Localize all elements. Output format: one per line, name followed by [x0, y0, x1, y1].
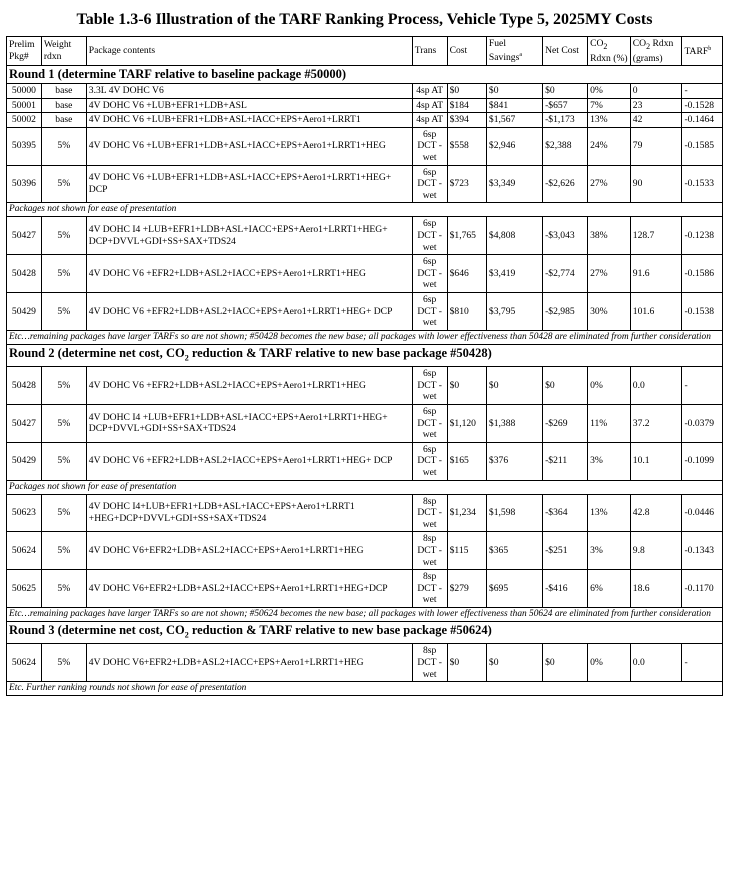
cell-fuel-savings: $0 — [486, 367, 542, 405]
table-row — [7, 127, 723, 165]
cell-pkg: 50624 — [7, 532, 42, 570]
cell-cost: $279 — [447, 570, 486, 608]
header-weight: Weight rdxn — [41, 37, 86, 66]
round-heading-row — [7, 66, 723, 84]
cell-net-cost: -$416 — [543, 570, 588, 608]
cell-net-cost: -$2,626 — [543, 165, 588, 203]
cell-fuel-savings: $0 — [486, 84, 542, 99]
cell-co2-grams: 0.0 — [630, 644, 682, 682]
cell-weight: 5% — [41, 442, 86, 480]
header-pkg: Prelim Pkg# — [7, 37, 42, 66]
cell-fuel-savings: $3,349 — [486, 165, 542, 203]
cell-co2-pct: 11% — [588, 405, 631, 443]
cell-tarf: -0.1099 — [682, 442, 723, 480]
cell-pkg: 50428 — [7, 367, 42, 405]
cell-pkg: 50396 — [7, 165, 42, 203]
cell-contents: 4V DOHC V6+EFR2+LDB+ASL2+IACC+EPS+Aero1+LRRT1+HEG — [86, 532, 412, 570]
header-tarf: TARF$^b$ — [682, 37, 723, 66]
cell-net-cost: $2,388 — [543, 127, 588, 165]
cell-fuel-savings: $1,567 — [486, 113, 542, 128]
cell-co2-pct: 0% — [588, 367, 631, 405]
cell-trans: 6sp DCT -wet — [412, 293, 447, 331]
cell-co2-pct: 27% — [588, 255, 631, 293]
cell-tarf: -0.1528 — [682, 98, 723, 113]
cell-trans: 6sp DCT -wet — [412, 127, 447, 165]
cell-trans: 6sp DCT -wet — [412, 217, 447, 255]
cell-contents: 4V DOHC V6 +EFR2+LDB+ASL2+IACC+EPS+Aero1+LRRT1+HEG+ DCP — [86, 293, 412, 331]
cell-fuel-savings: $1,598 — [486, 494, 542, 532]
cell-weight: 5% — [41, 255, 86, 293]
cell-weight: 5% — [41, 494, 86, 532]
table-row — [7, 293, 723, 331]
cell-co2-pct: 27% — [588, 165, 631, 203]
cell-cost: $165 — [447, 442, 486, 480]
header-co2-grams: $CO_2$ Rdxn (grams) — [630, 37, 682, 66]
cell-co2-grams: 10.1 — [630, 442, 682, 480]
cell-net-cost: -$2,985 — [543, 293, 588, 331]
cell-cost: $0 — [447, 84, 486, 99]
cell-trans: 6sp DCT -wet — [412, 405, 447, 443]
cell-cost: $810 — [447, 293, 486, 331]
round-heading: Round 2 (determine net cost, $CO_2$ reduction & TARF relative to new base package #50428) — [7, 344, 723, 367]
cell-fuel-savings: $1,388 — [486, 405, 542, 443]
header-row — [7, 37, 723, 66]
cell-pkg: 50625 — [7, 570, 42, 608]
cell-co2-pct: 24% — [588, 127, 631, 165]
cell-pkg: 50429 — [7, 293, 42, 331]
table-title: Table 1.3-6 Illustration of the TARF Ranking Process, Vehicle Type 5, 2025MY Costs — [76, 11, 653, 28]
cell-pkg: 50001 — [7, 98, 42, 113]
cell-co2-pct: 13% — [588, 494, 631, 532]
cell-tarf: -0.1343 — [682, 532, 723, 570]
cell-fuel-savings: $2,946 — [486, 127, 542, 165]
cell-contents: 4V DOHC V6 +LUB+EFR1+LDB+ASL+IACC+EPS+Aero1+LRRT1+HEG+ DCP — [86, 165, 412, 203]
cell-co2-grams: 42.8 — [630, 494, 682, 532]
cell-weight: base — [41, 113, 86, 128]
cell-co2-grams: 90 — [630, 165, 682, 203]
table-row — [7, 405, 723, 443]
cell-net-cost: -$3,043 — [543, 217, 588, 255]
table-row — [7, 442, 723, 480]
cell-trans: 6sp DCT -wet — [412, 165, 447, 203]
cell-contents: 4V DOHC V6 +EFR2+LDB+ASL2+IACC+EPS+Aero1+LRRT1+HEG+ DCP — [86, 442, 412, 480]
cell-co2-grams: 18.6 — [630, 570, 682, 608]
footer-note: Etc. Further ranking rounds not shown for ease of presentation — [7, 682, 723, 696]
cell-trans: 6sp DCT -wet — [412, 442, 447, 480]
cell-co2-pct: 3% — [588, 532, 631, 570]
header-net: Net Cost — [543, 37, 588, 66]
cell-co2-pct: 30% — [588, 293, 631, 331]
cell-co2-grams: 101.6 — [630, 293, 682, 331]
table-row — [7, 532, 723, 570]
table-row — [7, 494, 723, 532]
tarf-ranking-table — [6, 36, 723, 696]
table-row — [7, 98, 723, 113]
cell-cost: $115 — [447, 532, 486, 570]
cell-co2-pct: 38% — [588, 217, 631, 255]
cell-fuel-savings: $841 — [486, 98, 542, 113]
cell-tarf: - — [682, 367, 723, 405]
cell-co2-grams: 0 — [630, 84, 682, 99]
cell-tarf: - — [682, 644, 723, 682]
note-text: Packages not shown for ease of presentation — [7, 203, 723, 217]
cell-pkg: 50624 — [7, 644, 42, 682]
cell-cost: $558 — [447, 127, 486, 165]
cell-contents: 4V DOHC I4+LUB+EFR1+LDB+ASL+IACC+EPS+Aero1+LRRT1 +HEG+DCP+DVVL+GDI+SS+SAX+TDS24 — [86, 494, 412, 532]
footer-note: Etc…remaining packages have larger TARFs so are not shown; #50428 becomes the new base; all packages with lower effectiveness than 50428 are eliminated from further consideration — [7, 330, 723, 344]
cell-tarf: - — [682, 84, 723, 99]
cell-trans: 6sp DCT -wet — [412, 255, 447, 293]
cell-co2-pct: 3% — [588, 442, 631, 480]
cell-fuel-savings: $376 — [486, 442, 542, 480]
cell-co2-pct: 0% — [588, 644, 631, 682]
cell-trans: 6sp DCT -wet — [412, 367, 447, 405]
cell-contents: 4V DOHC V6 +LUB+EFR1+LDB+ASL+IACC+EPS+Aero1+LRRT1 — [86, 113, 412, 128]
header-co2-pct: $CO_2$ Rdxn (%) — [588, 37, 631, 66]
cell-co2-grams: 0.0 — [630, 367, 682, 405]
cell-cost: $646 — [447, 255, 486, 293]
cell-co2-grams: 42 — [630, 113, 682, 128]
cell-net-cost: $0 — [543, 644, 588, 682]
cell-net-cost: $0 — [543, 367, 588, 405]
cell-tarf: -0.1238 — [682, 217, 723, 255]
cell-contents: 4V DOHC V6 +LUB+EFR1+LDB+ASL+IACC+EPS+Aero1+LRRT1+HEG — [86, 127, 412, 165]
cell-weight: 5% — [41, 532, 86, 570]
cell-tarf: -0.0379 — [682, 405, 723, 443]
cell-trans: 8sp DCT -wet — [412, 494, 447, 532]
cell-co2-pct: 13% — [588, 113, 631, 128]
header-cost: Cost — [447, 37, 486, 66]
footer-note: Etc…remaining packages have larger TARFs so are not shown; #50624 becomes the new base; all packages with lower effectiveness than 50624 are eliminated from further consideration — [7, 607, 723, 621]
header-fuel: Fuel Savings$^a$ — [486, 37, 542, 66]
cell-net-cost: -$364 — [543, 494, 588, 532]
cell-cost: $1,120 — [447, 405, 486, 443]
cell-co2-grams: 23 — [630, 98, 682, 113]
cell-trans: 8sp DCT -wet — [412, 644, 447, 682]
cell-cost: $1,765 — [447, 217, 486, 255]
cell-trans: 8sp DCT -wet — [412, 532, 447, 570]
cell-cost: $0 — [447, 367, 486, 405]
cell-tarf: -0.1585 — [682, 127, 723, 165]
note-text: Packages not shown for ease of presentation — [7, 480, 723, 494]
cell-tarf: -0.1170 — [682, 570, 723, 608]
cell-trans: 4sp AT — [412, 113, 447, 128]
table-body — [7, 66, 723, 696]
cell-pkg: 50428 — [7, 255, 42, 293]
cell-pkg: 50429 — [7, 442, 42, 480]
cell-net-cost: -$269 — [543, 405, 588, 443]
table-row — [7, 217, 723, 255]
cell-net-cost: -$1,173 — [543, 113, 588, 128]
cell-trans: 8sp DCT -wet — [412, 570, 447, 608]
round-heading-row — [7, 621, 723, 644]
cell-contents: 4V DOHC V6+EFR2+LDB+ASL2+IACC+EPS+Aero1+LRRT1+HEG — [86, 644, 412, 682]
header-trans: Trans — [412, 37, 447, 66]
cell-net-cost: -$251 — [543, 532, 588, 570]
cell-pkg: 50002 — [7, 113, 42, 128]
cell-weight: base — [41, 98, 86, 113]
header-contents: Package contents — [86, 37, 412, 66]
cell-weight: 5% — [41, 570, 86, 608]
cell-net-cost: $0 — [543, 84, 588, 99]
table-row — [7, 165, 723, 203]
note-row — [7, 480, 723, 494]
cell-cost: $394 — [447, 113, 486, 128]
cell-weight: 5% — [41, 367, 86, 405]
cell-co2-grams: 79 — [630, 127, 682, 165]
footer-note-row — [7, 682, 723, 696]
cell-contents: 4V DOHC I4 +LUB+EFR1+LDB+ASL+IACC+EPS+Aero1+LRRT1+HEG+ DCP+DVVL+GDI+SS+SAX+TDS24 — [86, 217, 412, 255]
cell-co2-grams: 37.2 — [630, 405, 682, 443]
table-row — [7, 84, 723, 99]
cell-co2-pct: 6% — [588, 570, 631, 608]
cell-co2-pct: 0% — [588, 84, 631, 99]
cell-pkg: 50395 — [7, 127, 42, 165]
cell-tarf: -0.1538 — [682, 293, 723, 331]
cell-co2-pct: 7% — [588, 98, 631, 113]
cell-cost: $1,234 — [447, 494, 486, 532]
cell-weight: 5% — [41, 405, 86, 443]
cell-pkg: 50000 — [7, 84, 42, 99]
cell-contents: 4V DOHC V6 +LUB+EFR1+LDB+ASL — [86, 98, 412, 113]
cell-contents: 4V DOHC V6+EFR2+LDB+ASL2+IACC+EPS+Aero1+LRRT1+HEG+DCP — [86, 570, 412, 608]
table-row — [7, 367, 723, 405]
cell-weight: 5% — [41, 293, 86, 331]
cell-pkg: 50623 — [7, 494, 42, 532]
cell-fuel-savings: $695 — [486, 570, 542, 608]
cell-fuel-savings: $365 — [486, 532, 542, 570]
cell-weight: 5% — [41, 644, 86, 682]
table-row — [7, 570, 723, 608]
cell-cost: $723 — [447, 165, 486, 203]
cell-tarf: -0.1533 — [682, 165, 723, 203]
cell-trans: 4sp AT — [412, 84, 447, 99]
cell-weight: base — [41, 84, 86, 99]
cell-trans: 4sp AT — [412, 98, 447, 113]
cell-weight: 5% — [41, 127, 86, 165]
cell-fuel-savings: $3,795 — [486, 293, 542, 331]
table-row — [7, 644, 723, 682]
cell-cost: $184 — [447, 98, 486, 113]
cell-contents: 4V DOHC I4 +LUB+EFR1+LDB+ASL+IACC+EPS+Aero1+LRRT1+HEG+ DCP+DVVL+GDI+SS+SAX+TDS24 — [86, 405, 412, 443]
cell-fuel-savings: $0 — [486, 644, 542, 682]
table-row — [7, 113, 723, 128]
table-row — [7, 255, 723, 293]
cell-tarf: -0.1464 — [682, 113, 723, 128]
cell-contents: 3.3L 4V DOHC V6 — [86, 84, 412, 99]
cell-fuel-savings: $3,419 — [486, 255, 542, 293]
cell-co2-grams: 91.6 — [630, 255, 682, 293]
cell-weight: 5% — [41, 217, 86, 255]
cell-net-cost: -$657 — [543, 98, 588, 113]
cell-tarf: -0.0446 — [682, 494, 723, 532]
cell-co2-grams: 128.7 — [630, 217, 682, 255]
round-heading: Round 1 (determine TARF relative to baseline package #50000) — [7, 66, 723, 84]
cell-pkg: 50427 — [7, 405, 42, 443]
cell-weight: 5% — [41, 165, 86, 203]
round-heading-row — [7, 344, 723, 367]
footer-note-row — [7, 607, 723, 621]
cell-cost: $0 — [447, 644, 486, 682]
cell-net-cost: -$2,774 — [543, 255, 588, 293]
note-row — [7, 203, 723, 217]
footer-note-row — [7, 330, 723, 344]
cell-tarf: -0.1586 — [682, 255, 723, 293]
round-heading: Round 3 (determine net cost, $CO_2$ reduction & TARF relative to new base package #50624) — [7, 621, 723, 644]
cell-net-cost: -$211 — [543, 442, 588, 480]
cell-co2-grams: 9.8 — [630, 532, 682, 570]
cell-fuel-savings: $4,808 — [486, 217, 542, 255]
cell-contents: 4V DOHC V6 +EFR2+LDB+ASL2+IACC+EPS+Aero1+LRRT1+HEG — [86, 255, 412, 293]
cell-contents: 4V DOHC V6 +EFR2+LDB+ASL2+IACC+EPS+Aero1+LRRT1+HEG — [86, 367, 412, 405]
cell-pkg: 50427 — [7, 217, 42, 255]
